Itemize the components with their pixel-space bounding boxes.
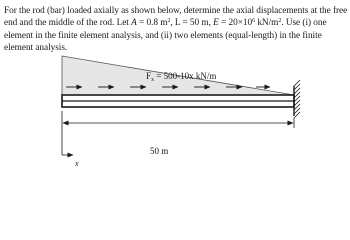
x-axis-arrow <box>62 128 73 155</box>
modulus-unit-exponent: 2 <box>278 18 282 25</box>
load-label <box>146 71 216 81</box>
problem-intro: For the rod (bar) loaded axially as shown below, determine the axial displacements at the free end and the middle of the rod. Let <box>4 6 348 29</box>
length-parameter: , L = 50 m, <box>170 18 214 29</box>
length-label: 50 m <box>150 146 169 156</box>
fixed-wall-support <box>294 80 300 118</box>
modulus-exponent: 6 <box>252 18 256 25</box>
problem-instructions: . Use (i) one element in the finite element analysis, and (ii) two elements (equal-length) in the finite element analysis. <box>4 18 327 54</box>
area-value: = 0.8 m <box>136 18 168 29</box>
rod <box>62 95 294 107</box>
area-exponent: 2 <box>167 18 171 25</box>
modulus-unit: kN/m <box>255 18 279 29</box>
x-axis-label: x <box>75 159 79 168</box>
length-dimension <box>62 111 294 128</box>
area-symbol: A <box>131 18 137 29</box>
load-symbol: F <box>146 71 152 81</box>
modulus-symbol: E <box>213 18 219 29</box>
modulus-value: = 20×10 <box>218 18 253 29</box>
load-expression: = 500-10x kN/m <box>154 71 217 81</box>
load-subscript: x <box>151 77 155 83</box>
